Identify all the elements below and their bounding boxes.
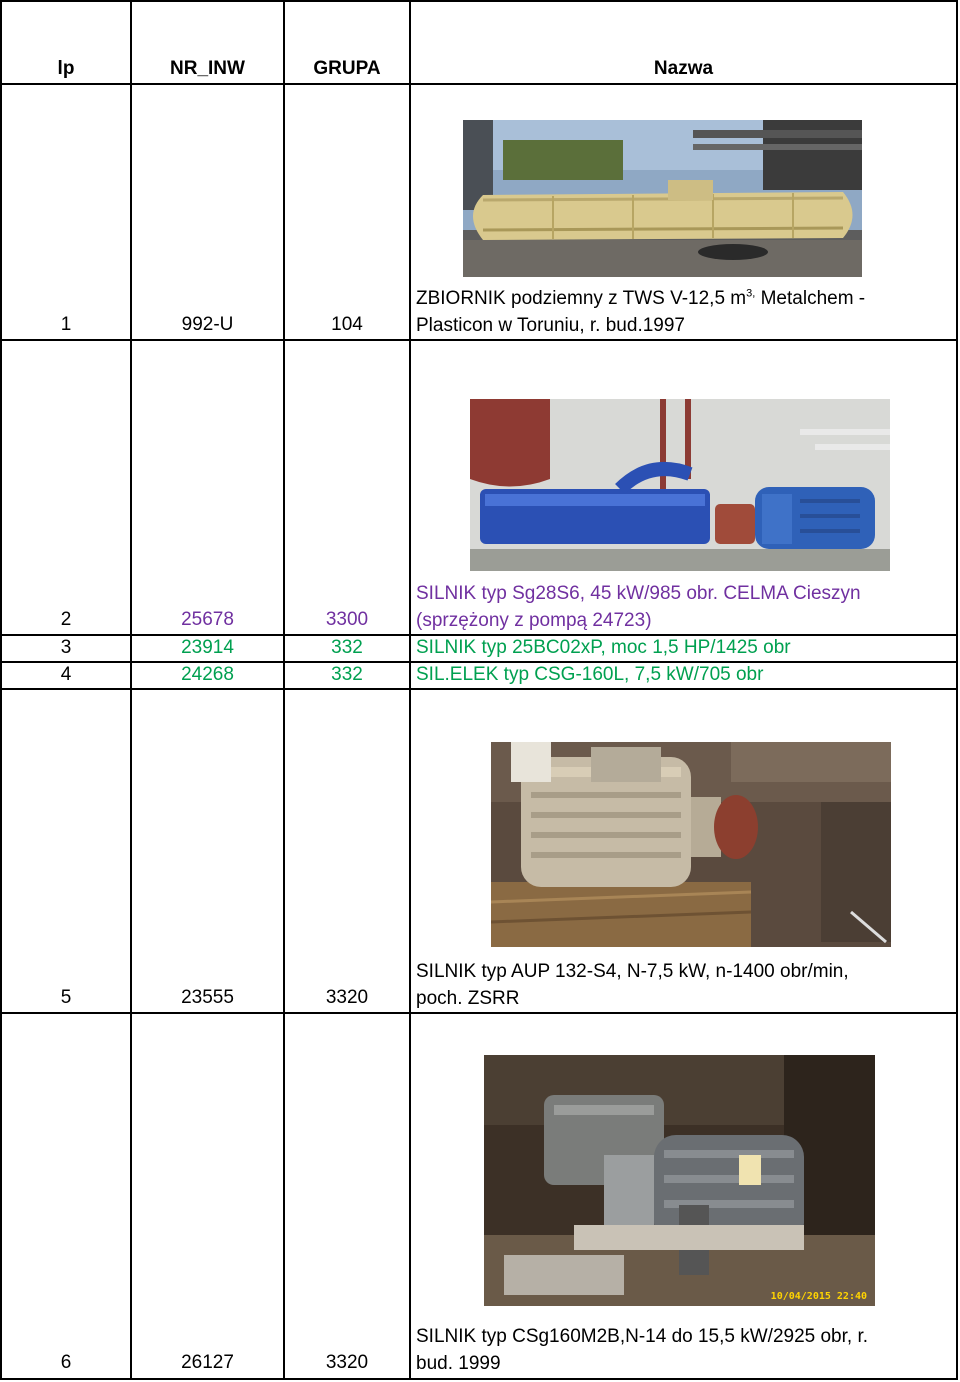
row6-nazwa — [416, 1323, 951, 1377]
header-grupa: GRUPA — [313, 58, 381, 79]
tank-photo — [463, 120, 862, 277]
grid-line — [956, 0, 958, 1380]
row1-nazwa — [416, 285, 951, 339]
pump-motor-photo — [470, 399, 890, 571]
row3-lp: 3 — [60, 637, 72, 658]
row3-nr-inw: 23914 — [181, 637, 234, 658]
row2-lp: 2 — [60, 609, 72, 630]
row5-nazwa — [416, 958, 951, 1012]
grid-line — [0, 0, 2, 1380]
row5-nazwa-line2: poch. ZSRR — [416, 988, 520, 1009]
row6-nazwa-line2: bud. 1999 — [416, 1353, 501, 1374]
row3-grupa: 332 — [331, 637, 363, 658]
row6-nazwa-line1: SILNIK typ CSg160M2B,N-14 do 15,5 kW/2925 obr, r. — [416, 1326, 869, 1347]
row6-grupa: 3320 — [325, 1352, 369, 1373]
grid-line — [0, 688, 958, 690]
row5-nazwa-line1: SILNIK typ AUP 132-S4, N-7,5 kW, n-1400 obr/min, — [416, 961, 849, 982]
row1-nazwa-part-a: ZBIORNIK podziemny z TWS V-12,5 m — [416, 288, 747, 309]
header-nazwa: Nazwa — [653, 58, 714, 79]
grid-line — [409, 0, 411, 1380]
grid-line — [0, 339, 958, 341]
row1-grupa: 104 — [331, 314, 363, 335]
row2-grupa: 3300 — [325, 609, 369, 630]
row6-lp: 6 — [60, 1352, 72, 1373]
row5-nr-inw: 23555 — [181, 987, 234, 1008]
motor-aup-photo — [491, 742, 891, 947]
grid-line — [0, 0, 958, 2]
row1-nazwa-line2: Plasticon w Toruniu, r. bud.1997 — [416, 315, 685, 336]
photo-timestamp: 10/04/2015 22:40 — [770, 1291, 867, 1302]
header-nr-inw: NR_INW — [170, 58, 245, 79]
row4-grupa: 332 — [331, 664, 363, 685]
grid-line — [0, 83, 958, 85]
row5-grupa: 3320 — [325, 987, 369, 1008]
motor-csg-photo — [484, 1055, 875, 1306]
row3-nazwa: SILNIK typ 25BC02xP, moc 1,5 HP/1425 obr — [416, 637, 791, 658]
grid-line — [0, 1012, 958, 1014]
row4-lp: 4 — [60, 664, 72, 685]
row5-lp: 5 — [60, 987, 72, 1008]
row1-nazwa-sup: 3, — [746, 287, 756, 300]
row6-nr-inw: 26127 — [181, 1352, 234, 1373]
row1-nr-inw: 992-U — [181, 314, 234, 335]
row2-nazwa-line1: SILNIK typ Sg28S6, 45 kW/985 obr. CELMA Cieszyn — [416, 583, 861, 604]
row2-nr-inw: 25678 — [181, 609, 234, 630]
grid-line — [130, 0, 132, 1380]
row4-nazwa: SIL.ELEK typ CSG-160L, 7,5 kW/705 obr — [416, 664, 764, 685]
grid-line — [0, 1378, 958, 1380]
row2-nazwa-line2: (sprzężony z pompą 24723) — [416, 610, 652, 631]
row4-nr-inw: 24268 — [181, 664, 234, 685]
row1-nazwa-part-b: Metalchem - — [755, 288, 866, 309]
grid-line — [283, 0, 285, 1380]
row1-lp: 1 — [60, 314, 72, 335]
header-lp: lp — [57, 58, 75, 79]
row2-nazwa — [416, 580, 951, 634]
